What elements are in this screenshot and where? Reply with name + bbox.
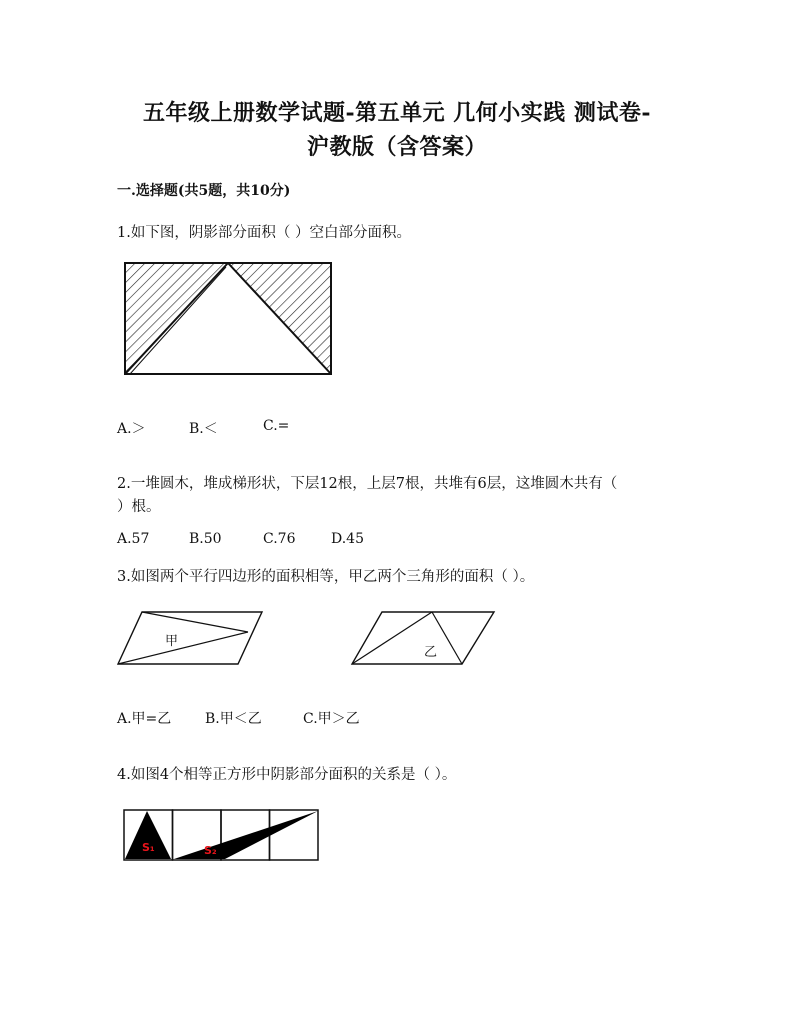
label-yi: 乙 — [424, 645, 438, 660]
question-1-option-c[interactable]: C.= — [263, 418, 290, 434]
question-3-left-parallelogram — [118, 608, 266, 668]
question-2-option-b[interactable]: B.50 — [189, 531, 222, 547]
question-1-option-b[interactable]: B.＜ — [189, 421, 218, 437]
label-s2: S₂ — [204, 844, 217, 857]
page-title-line1: 五年级上册数学试题-第五单元 几何小实践 测试卷- — [142, 100, 652, 126]
question-4-text: 4.如图4个相等正方形中阴影部分面积的关系是（ ）。 — [117, 767, 457, 783]
shaded-triangle-s2 — [174, 811, 318, 859]
label-jia: 甲 — [165, 634, 179, 649]
label-s1: S₁ — [142, 841, 155, 854]
page-title-line2: 沪教版（含答案） — [306, 134, 487, 160]
question-2-option-c[interactable]: C.76 — [263, 531, 296, 547]
question-2-option-d[interactable]: D.45 — [331, 531, 364, 547]
question-1-figure — [120, 258, 340, 380]
question-3-text: 3.如图两个平行四边形的面积相等，甲乙两个三角形的面积（ ）。 — [117, 569, 535, 585]
section-heading: 一.选择题(共5题，共10分) — [117, 183, 291, 199]
question-3-option-b[interactable]: B.甲＜乙 — [205, 711, 262, 727]
question-2-text-line2: ）根。 — [117, 499, 161, 515]
question-2-text-line1: 2.一堆圆木，堆成梯形状，下层12根，上层7根，共堆有6层，这堆圆木共有（ — [117, 476, 618, 492]
question-1-option-a[interactable]: A.＞ — [117, 421, 146, 437]
question-1-text: 1.如下图，阴影部分面积（ ）空白部分面积。 — [117, 225, 411, 241]
question-3-option-c[interactable]: C.甲＞乙 — [303, 711, 360, 727]
question-2-option-a[interactable]: A.57 — [117, 531, 150, 547]
question-3-option-a[interactable]: A.甲=乙 — [117, 711, 172, 727]
